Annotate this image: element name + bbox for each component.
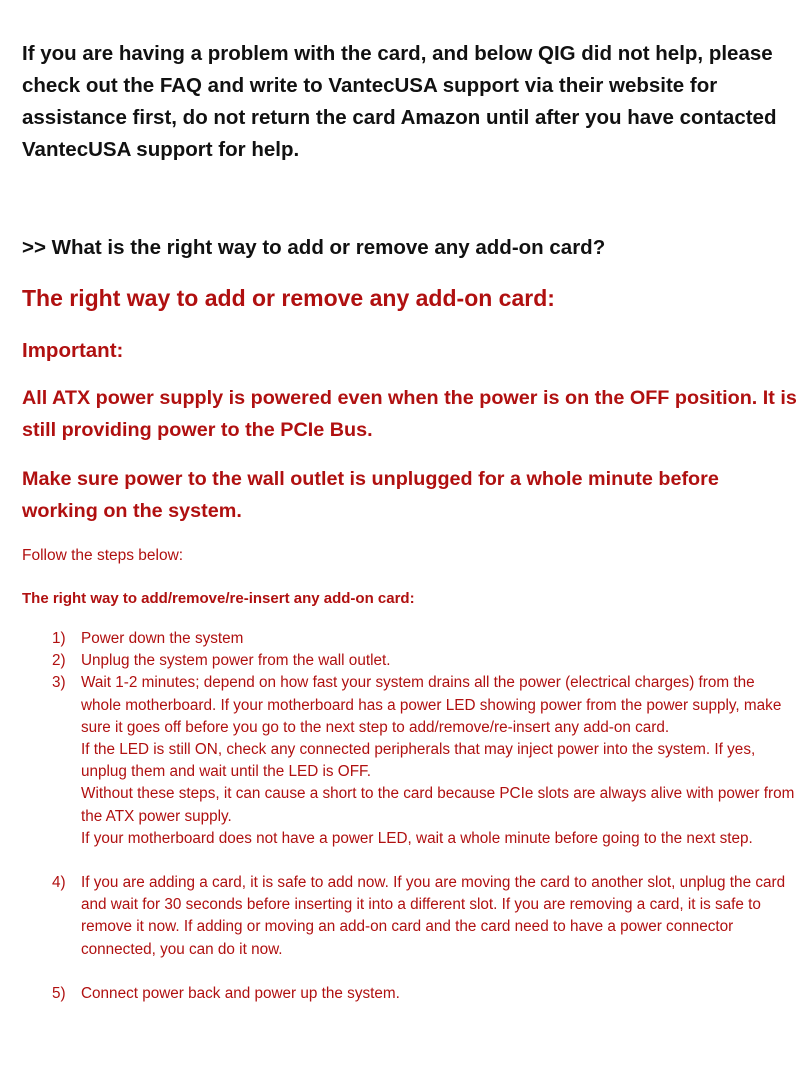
list-item — [22, 650, 797, 672]
step-number: 2) — [52, 652, 66, 670]
step-number: 3) — [52, 674, 66, 692]
intro-paragraph: If you are having a problem with the card, and below QIG did not help, please check out the FAQ and write to VantecUSA support via their website for assistance first, do not return the card Amazon until after you have contacted VantecUSA support for help. — [22, 42, 777, 161]
step-text: If you are adding a card, it is safe to add now. If you are moving the card to another slot, unplug the card and wait for 30 seconds before inserting it into a different slot. If you are removing a card, it is safe to remove it now. If adding or moving an add-on card and the card need to have a power connector connected, you can do it now. — [81, 874, 786, 958]
step-number: 4) — [52, 874, 66, 892]
faq-question: >> What is the right way to add or remove any add-on card? — [22, 236, 606, 259]
step-text: Power down the system — [81, 630, 244, 647]
warning-power-supply: All ATX power supply is powered even when the power is on the OFF position. It is still providing power to the PCIe Bus. — [22, 387, 797, 441]
step-text: Connect power back and power up the system. — [81, 984, 400, 1002]
step-text: If the LED is still ON, check any connected peripherals that may inject power into the system. If yes, unplug them and wait until the LED is OFF. — [81, 741, 756, 781]
step-text: Unplug the system power from the wall outlet. — [81, 652, 391, 670]
important-label: Important: — [22, 339, 124, 362]
list-item — [22, 872, 797, 961]
step-number: 5) — [52, 984, 66, 1002]
step-number: 1) — [52, 630, 66, 647]
list-spacer — [22, 850, 797, 872]
section-heading: The right way to add or remove any add-on card: — [22, 285, 555, 311]
list-item — [22, 672, 797, 850]
list-spacer — [22, 961, 797, 983]
steps-subheading: The right way to add/remove/re-insert any add-on card: — [22, 590, 415, 607]
steps-list — [22, 628, 797, 1005]
list-item — [22, 628, 797, 650]
list-item — [22, 983, 797, 1005]
follow-steps-text: Follow the steps below: — [22, 547, 184, 564]
step-text: Without these steps, it can cause a short to the card because PCIe slots are always alive with power from the ATX power supply. — [81, 785, 795, 825]
step-text: If your motherboard does not have a power LED, wait a whole minute before going to the next step. — [81, 829, 753, 847]
warning-unplug: Make sure power to the wall outlet is unplugged for a whole minute before working on the system. — [22, 468, 719, 522]
step-text: Wait 1-2 minutes; depend on how fast your system drains all the power (electrical charges) from the whole motherboard. If your motherboard has a power LED showing power from the power supply, make sure it goes off before you go to the next step to add/remove/re-insert any add-on card. — [81, 674, 782, 736]
